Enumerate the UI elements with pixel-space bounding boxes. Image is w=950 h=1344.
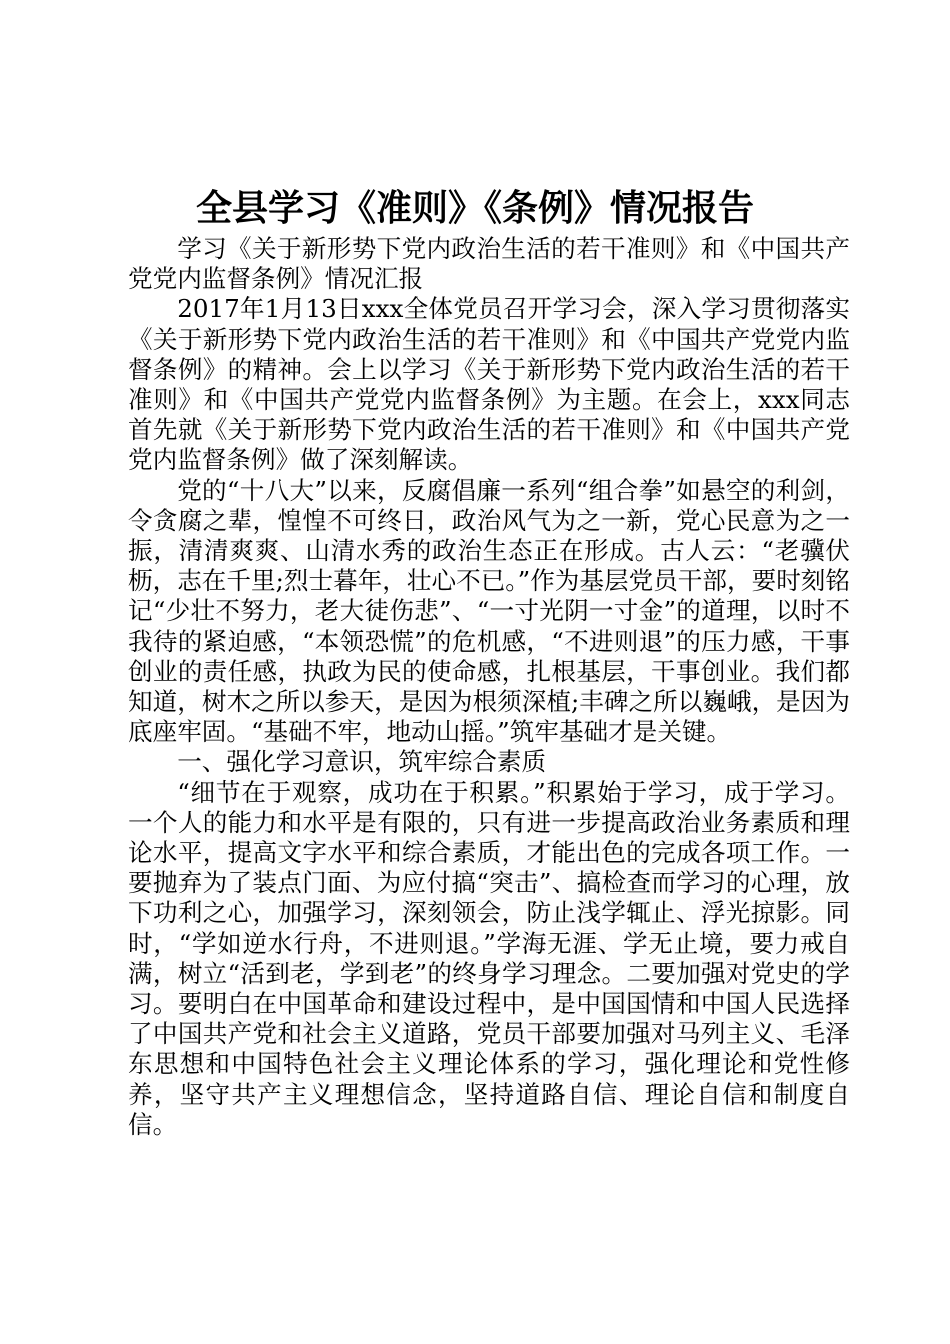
section-heading-1: 一、强化学习意识，筑牢综合素质: [177, 747, 547, 777]
paragraph-anticorruption: 党的“十八大”以来，反腐倡廉一系列“组合拳”如悬空的利剑，令贪腐之辈，惶惶不可终日，政治风气为之一新，党心民意为之一振，清清爽爽、山清水秀的政治生态正在形成。古人云：“老骥伏枥，志在千里;烈士暮年，壮心不已。”作为基层党员干部，要时刻铭记“少壮不努力，老大徒伤悲”、“一寸光阴一寸金”的道理，以时不我待的紧迫感，“本领恐慌”的危机感，“不进则退”的压力感，干事创业的责任感，执政为民的使命感，扎根基层，干事创业。我们都知道，树木之所以参天，是因为根须深植;丰碑之所以巍峨，是因为底座牢固。“基础不牢，地动山摇。”筑牢基础才是关键。: [128, 475, 850, 747]
paragraph-subtitle: 学习《关于新形势下党内政治生活的若干准则》和《中国共产党党内监督条例》情况汇报: [128, 234, 850, 294]
document-title: 全县学习《准则》《条例》情况报告: [195, 187, 754, 229]
paragraph-meeting: 2017年1月13日xxx全体党员召开学习会，深入学习贯彻落实《关于新形势下党内政治生活的若干准则》和《中国共产党党内监督条例》的精神。会上以学习《关于新形势下党内政治生活的若干准则》和《中国共产党党内监督条例》为主题。在会上，xxx同志首先就《关于新形势下党内政治生活的若干准则》和《中国共产党党内监督条例》做了深刻解读。: [128, 294, 850, 475]
document-body: [128, 234, 850, 1140]
paragraph-study: “细节在于观察，成功在于积累。”积累始于学习，成于学习。一个人的能力和水平是有限的，只有进一步提高政治业务素质和理论水平，提高文字水平和综合素质，才能出色的完成各项工作。一要抛弃为了装点门面、为应付搞“突击”、搞检查而学习的心理，放下功利之心，加强学习，深刻领会，防止浅学辄止、浮光掠影。同时，“学如逆水行舟，不进则退。”学海无涯、学无止境，要力戒自满，树立“活到老，学到老”的终身学习理念。二要加强对党史的学习。要明白在中国革命和建设过程中，是中国国情和中国人民选择了中国共产党和社会主义道路，党员干部要加强对马列主义、毛泽东思想和中国特色社会主义理论体系的学习，强化理论和党性修养，坚守共产主义理想信念，坚持道路自信、理论自信和制度自信。: [128, 777, 850, 1139]
